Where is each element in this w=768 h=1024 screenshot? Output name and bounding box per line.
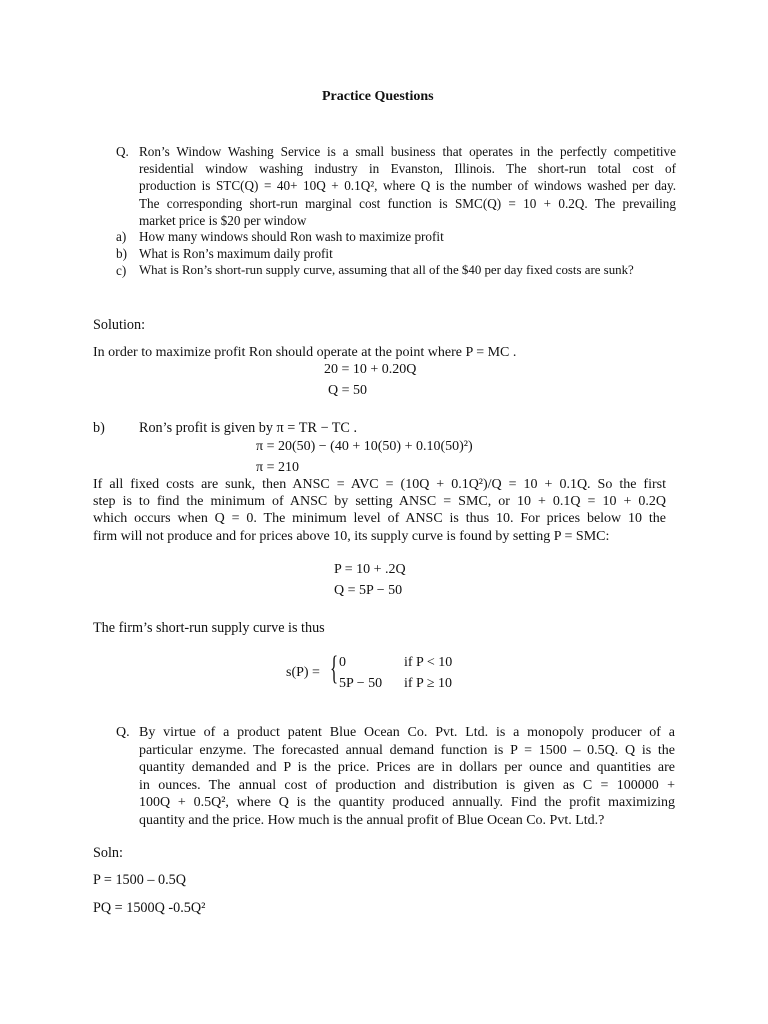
text-line: residential window washing industry in Evanston, Illinois. The short-run total cost of xyxy=(139,161,676,177)
part-label: b) xyxy=(116,246,127,261)
case-2-condition: if P ≥ 10 xyxy=(404,676,453,691)
supply-function-lhs: s(P) = xyxy=(286,665,320,680)
text-line: If all fixed costs are sunk, then ANSC = AVC = (10Q + 0.1Q²)/Q = 10 + 0.1Q. So the first xyxy=(93,477,666,492)
question-part-b-text: What is Ron’s maximum daily profit xyxy=(139,246,333,261)
equation: PQ = 1500Q -0.5Q² xyxy=(93,900,206,916)
page-title: Practice Questions xyxy=(322,89,434,104)
case-1-condition: if P < 10 xyxy=(404,655,453,670)
equation: P = 10 + .2Q xyxy=(334,562,406,577)
part-label: c) xyxy=(116,263,127,278)
case-1-value: 0 xyxy=(339,655,346,670)
solution-b-intro: Ron’s profit is given by π = TR − TC . xyxy=(139,420,357,436)
equation: P = 1500 – 0.5Q xyxy=(93,872,187,888)
question-part-a xyxy=(116,228,126,245)
supply-curve-intro: The firm’s short-run supply curve is thus xyxy=(93,620,325,636)
text-line: quantity demanded and P is the price. Prices are in dollars per ounce and quantities are xyxy=(139,760,675,776)
text-line: Ron’s Window Washing Service is a small business that operates in the perfectly competitive xyxy=(139,144,676,159)
text-line: 100Q + 0.5Q², where Q is the quantity produced annually. Find the profit maximizing xyxy=(139,795,675,811)
question-label: Q. xyxy=(116,725,130,740)
equation: π = 210 xyxy=(256,460,299,475)
question-part-c-text: What is Ron’s short-run supply curve, assuming that all of the $40 per day fixed costs are sunk? xyxy=(139,263,634,277)
soln-heading: Soln: xyxy=(93,845,123,861)
text-line: market price is $20 per window xyxy=(139,212,307,228)
solution-b-label: b) xyxy=(93,420,105,436)
equation: 20 = 10 + 0.20Q xyxy=(324,362,417,377)
text-line: production is STC(Q) = 40+ 10Q + 0.1Q², where Q is the number of windows washed per day. xyxy=(139,178,676,194)
part-label: a) xyxy=(116,229,127,244)
text-line: particular enzyme. The forecasted annual demand function is P = 1500 – 0.5Q. Q is the xyxy=(139,742,675,758)
solution-heading: Solution: xyxy=(93,317,146,333)
question-label: Q. xyxy=(116,144,129,159)
equation: Q = 5P − 50 xyxy=(334,583,403,598)
question-part-c xyxy=(116,262,126,279)
text-line: in ounces. The annual cost of production and distribution is given as C = 100000 + xyxy=(139,777,675,793)
text-line: quantity and the price. How much is the annual profit of Blue Ocean Co. Pvt. Ltd.? xyxy=(139,812,605,828)
question-part-b xyxy=(116,245,127,262)
solution-a-intro: In order to maximize profit Ron should operate at the point where P = MC . xyxy=(93,345,517,360)
question-1-text xyxy=(139,143,676,229)
text-line: which occurs when Q = 0. The minimum level of ANSC is thus 10. For prices below 10 the xyxy=(93,511,666,527)
solution-c-paragraph xyxy=(93,477,666,546)
left-brace-icon: { xyxy=(330,650,339,687)
text-line: The corresponding short-run marginal cost function is SMC(Q) = 10 + 0.2Q. The prevailing xyxy=(139,195,676,211)
text-line: firm will not produce and for prices above 10, its supply curve is found by setting P = SMC: xyxy=(93,528,610,544)
equation: π = 20(50) − (40 + 10(50) + 0.10(50)²) xyxy=(256,439,473,454)
question-part-a-text: How many windows should Ron wash to maximize profit xyxy=(139,229,444,244)
text-line: step is to find the minimum of ANSC by setting ANSC = SMC, or 10 + 0.1Q = 10 + 0.2Q xyxy=(93,494,666,510)
text-line: By virtue of a product patent Blue Ocean Co. Pvt. Ltd. is a monopoly producer of a xyxy=(139,725,675,740)
question-2-text xyxy=(139,725,675,831)
case-2-value: 5P − 50 xyxy=(339,676,383,691)
equation: Q = 50 xyxy=(328,383,368,398)
